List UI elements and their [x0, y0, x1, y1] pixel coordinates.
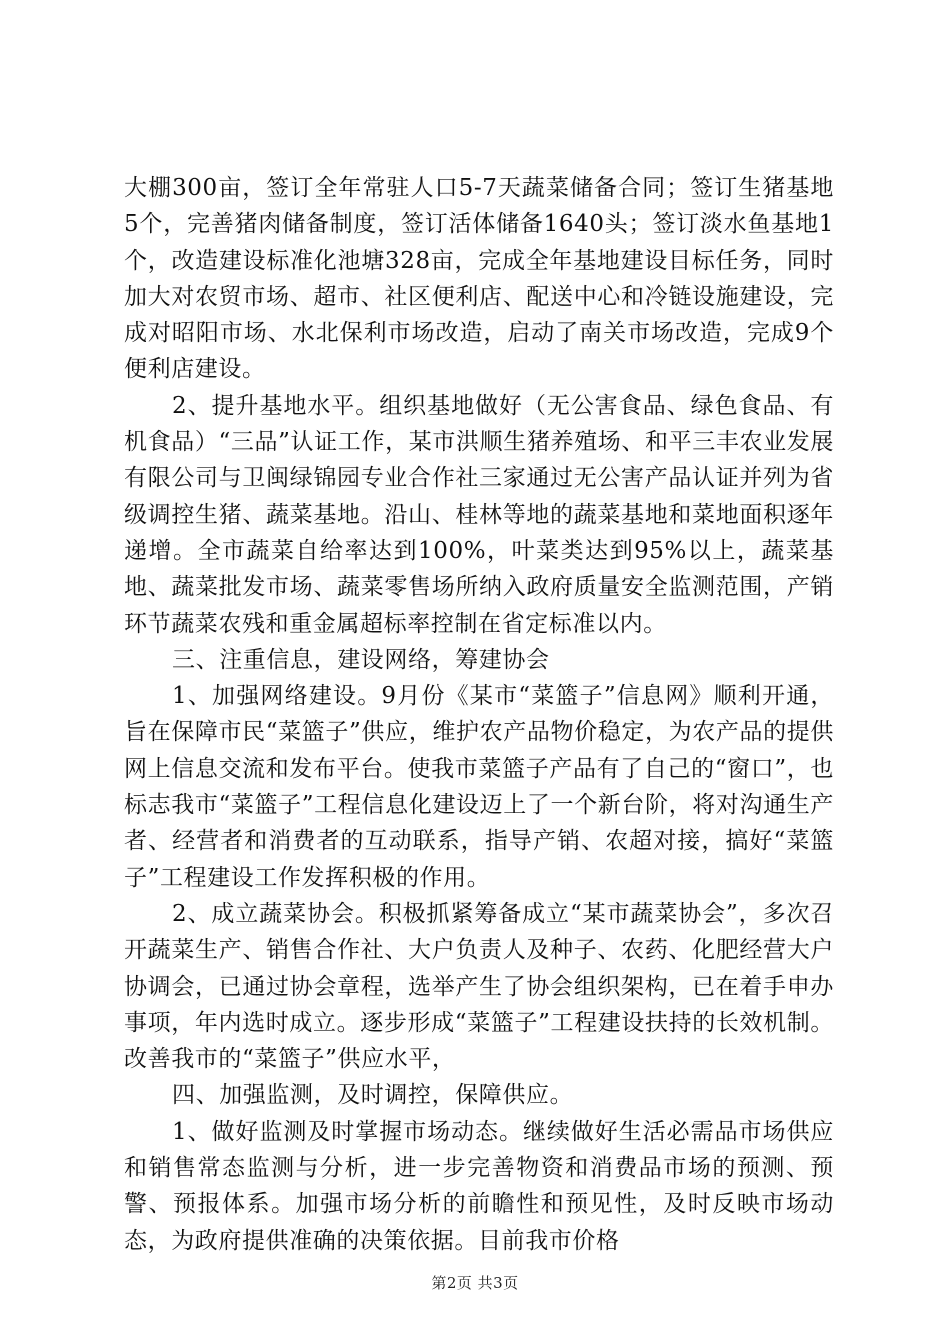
- paragraph-network: 1、加强网络建设。9月份《某市“菜篮子”信息网》顺利开通，旨在保障市民“菜篮子”供应，维护农产品物价稳定，为农产品的提供网上信息交流和发布平台。使我市菜篮子产品有了自己的“窗口”，也标志我市“菜篮子”工程信息化建设迈上了一个新台阶，将对沟通生产者、经营者和消费者的互动联系，指导产销、农超对接，搞好“菜篮子”工程建设工作发挥积极的作用。: [124, 683, 834, 891]
- paragraph-association: 2、成立蔬菜协会。积极抓紧筹备成立“某市蔬菜协会”，多次召开蔬菜生产、销售合作社、大户负责人及种子、农药、化肥经营大户协调会，已通过协会章程，选举产生了协会组织架构，已在着手申办事项，年内选时成立。逐步形成“菜篮子”工程建设扶持的长效机制。改善我市的“菜篮子”供应水平，: [124, 900, 834, 1073]
- document-body: [124, 170, 834, 1259]
- paragraph-base-level: 2、提升基地水平。组织基地做好（无公害食品、绿色食品、有机食品）“三品”认证工作，某市洪顺生猪养殖场、和平三丰农业发展有限公司与卫闽绿锦园专业合作社三家通过无公害产品认证并列为省级调控生猪、蔬菜基地。沿山、桂林等地的蔬菜基地和菜地面积逐年递增。全市蔬菜自给率达到100%，叶菜类达到95%以上，蔬菜基地、蔬菜批发市场、蔬菜零售场所纳入政府质量安全监测范围，产销环节蔬菜农残和重金属超标率控制在省定标准以内。: [124, 392, 834, 637]
- paragraph-monitoring: 1、做好监测及时掌握市场动态。继续做好生活必需品市场供应和销售常态监测与分析，进一步完善物资和消费品市场的预测、预警、预报体系。加强市场分析的前瞻性和预见性，及时反映市场动态，为政府提供准确的决策依据。目前我市价格: [124, 1118, 834, 1254]
- section-heading-four: 四、加强监测，及时调控，保障供应。: [172, 1082, 574, 1109]
- section-heading-three: 三、注重信息，建设网络，筹建协会: [172, 646, 550, 673]
- paragraph-continuation: 大棚300亩，签订全年常驻人口5-7天蔬菜储备合同；签订生猪基地5个，完善猪肉储备制度，签订活体储备1640头；签订淡水鱼基地1个，改造建设标准化池塘328亩，完成全年基地建设目标任务，同时加大对农贸市场、超市、社区便利店、配送中心和冷链设施建设，完成对昭阳市场、水北保利市场改造，启动了南关市场改造，完成9个便利店建设。: [124, 175, 834, 383]
- page-footer: 第2页 共3页: [431, 1274, 519, 1292]
